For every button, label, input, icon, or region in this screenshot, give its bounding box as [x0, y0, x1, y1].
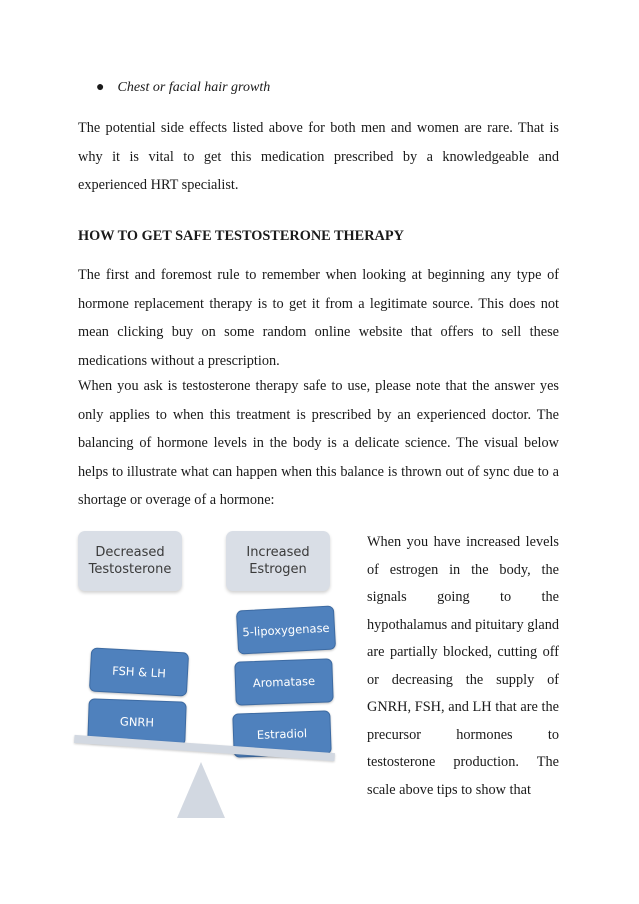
decreased-testosterone-label: Decreased Testosterone	[78, 531, 182, 591]
bullet-icon: ●	[96, 80, 105, 95]
section-heading: HOW TO GET SAFE TESTOSTERONE THERAPY	[78, 228, 404, 244]
bullet-item	[96, 78, 270, 98]
paragraph-side-effects: The potential side effects listed above for both men and women are rare. That is why it is vital to get this medication prescribed by a knowledgeable and experienced HRT specialist.	[78, 120, 559, 193]
bullet-text: Chest or facial hair growth	[117, 80, 271, 95]
paragraph-balance: When you ask is testosterone therapy safe to use, please note that the answer yes only applies to when this treatment is prescribed by an experienced doctor. The balancing of hormone levels in the body is a delicate science. The visual below helps to illustrate what can happen when this balance is thrown out of sync due to a shortage or overage of a hormone:	[78, 378, 559, 508]
scale-fulcrum	[177, 762, 225, 818]
block-estradiol: Estradiol	[232, 710, 331, 757]
paragraph-legitimate-source: The first and foremost rule to remember when looking at beginning any type of hormone replacement therapy is to get it from a legitimate source. This does not mean clicking buy on some random online website that offers to sell these medications without a prescription.	[78, 267, 559, 369]
paragraph-estrogen-explanation: When you have increased levels of estrogen in the body, the signals going to the hypothalamus and pituitary gland are partially blocked, cutting off or decreasing the supply of GNRH, FSH, and LH that are the precursor hormones to testosterone production. The scale above tips to show that	[367, 534, 559, 798]
hormone-balance-diagram	[70, 522, 360, 822]
block-aromatase: Aromatase	[234, 658, 333, 705]
block-gnrh: GNRH	[87, 698, 186, 745]
block-fsh-lh: FSH & LH	[89, 647, 189, 696]
increased-estrogen-label: Increased Estrogen	[226, 531, 330, 591]
block-5-lipoxygenase: 5-lipoxygenase	[236, 605, 336, 654]
